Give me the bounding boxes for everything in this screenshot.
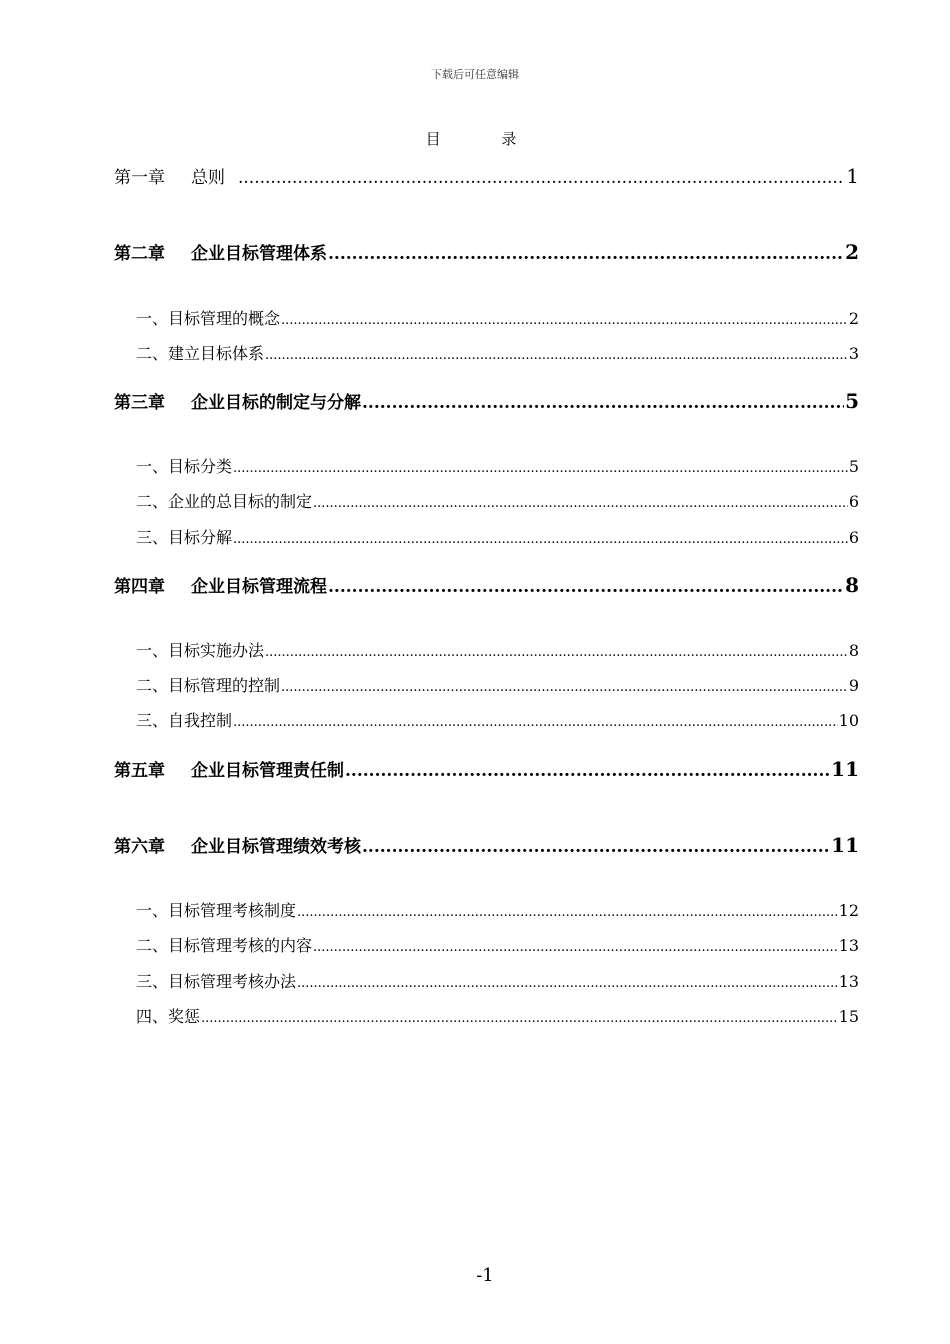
toc-page-number: 6: [848, 492, 859, 511]
toc-page-number: 8: [848, 641, 859, 660]
toc-entry-section[interactable]: [136, 454, 859, 477]
toc-entry-chapter-5[interactable]: [114, 756, 859, 781]
toc-leader-dots: [345, 761, 830, 781]
toc-entry-section[interactable]: [136, 1004, 859, 1027]
toc-entry-section[interactable]: [136, 306, 859, 329]
toc-title: 目 录: [425, 130, 545, 148]
toc-entry-title: 一、目标管理考核制度: [136, 901, 297, 920]
toc-entry-title: 一、目标实施办法: [136, 641, 265, 660]
toc-entry-section[interactable]: [136, 638, 859, 661]
toc-leader-dots: [297, 901, 838, 920]
toc-page-number: 11: [831, 833, 859, 857]
toc-leader-dots: [265, 344, 848, 363]
toc-entry-title: 企业目标管理责任制: [191, 761, 344, 781]
toc-entry-title: 三、目标管理考核办法: [136, 972, 297, 991]
toc-entry-section[interactable]: [136, 898, 859, 921]
toc-entry-title: 三、目标分解: [136, 528, 233, 547]
toc-page-number: 5: [848, 457, 859, 476]
toc-leader-dots: [281, 309, 848, 328]
toc-entry-chapter-3[interactable]: [114, 388, 859, 413]
toc-page-number: 13: [838, 936, 859, 955]
toc-leader-dots: [313, 936, 838, 955]
toc-page-number: 5: [845, 389, 859, 413]
page-header: 下载后可任意编辑: [431, 68, 519, 81]
toc-leader-dots: [297, 972, 838, 991]
toc-entry-chapter-4[interactable]: [114, 572, 859, 597]
toc-leader-dots: [362, 393, 844, 413]
toc-entry-title: 二、目标管理考核的内容: [136, 936, 313, 955]
toc-entry-title: 企业目标管理流程: [191, 577, 327, 597]
toc-entry-section[interactable]: [136, 673, 859, 696]
toc-entry-title: 企业目标管理绩效考核: [191, 837, 361, 857]
toc-entry-title: 一、目标分类: [136, 457, 233, 476]
toc-chapter-label: 第四章: [114, 577, 165, 597]
toc-page-number: 9: [848, 676, 859, 695]
toc-entry-title: 二、目标管理的控制: [136, 676, 281, 695]
toc-page-number: 10: [838, 711, 859, 730]
toc-entry-section[interactable]: [136, 933, 859, 956]
toc-entry-section[interactable]: [136, 341, 859, 364]
toc-entry-title: 二、企业的总目标的制定: [136, 492, 313, 511]
toc-page-number: 2: [848, 309, 859, 328]
toc-entry-title: 企业目标管理体系: [191, 244, 327, 264]
toc-leader-dots: [233, 528, 848, 547]
toc-page-number: 15: [838, 1007, 859, 1026]
toc-page-number: 6: [848, 528, 859, 547]
toc-leader-dots: [238, 168, 845, 188]
toc-leader-dots: [281, 676, 848, 695]
toc-entry-title: 三、自我控制: [136, 711, 233, 730]
page-number: -1: [476, 1265, 494, 1286]
toc-page-number: 13: [838, 972, 859, 991]
toc-leader-dots: [328, 577, 844, 597]
toc-entry-title: 一、目标管理的概念: [136, 309, 281, 328]
toc-leader-dots: [233, 457, 848, 476]
toc-page-number: 3: [848, 344, 859, 363]
toc-chapter-label: 第一章: [114, 168, 165, 188]
toc-entry-chapter-2[interactable]: [114, 239, 859, 264]
toc-entry-chapter-6[interactable]: [114, 832, 859, 857]
toc-page-number: 11: [831, 757, 859, 781]
toc-entry-title: 总则: [191, 168, 225, 188]
toc-leader-dots: [233, 711, 838, 730]
toc-leader-dots: [328, 244, 844, 264]
toc-page-number: 12: [838, 901, 859, 920]
toc-leader-dots: [265, 641, 848, 660]
toc-page-number: 2: [845, 240, 859, 264]
toc-entry-section[interactable]: [136, 525, 859, 548]
toc-page-number: 1: [846, 164, 859, 188]
toc-chapter-label: 第六章: [114, 837, 165, 857]
toc-page-number: 8: [845, 573, 859, 597]
toc-entry-title: 企业目标的制定与分解: [191, 393, 361, 413]
toc-entry-title: 四、奖惩: [136, 1007, 201, 1026]
toc-chapter-label: 第五章: [114, 761, 165, 781]
toc-chapter-label: 第三章: [114, 393, 165, 413]
toc-leader-dots: [362, 837, 830, 857]
toc-entry-chapter-1[interactable]: [114, 163, 859, 188]
toc-leader-dots: [313, 492, 848, 511]
toc-entry-section[interactable]: [136, 969, 859, 992]
toc-entry-section[interactable]: [136, 708, 859, 731]
toc-entry-title: 二、建立目标体系: [136, 344, 265, 363]
toc-leader-dots: [201, 1007, 838, 1026]
toc-chapter-label: 第二章: [114, 244, 165, 264]
toc-entry-section[interactable]: [136, 489, 859, 512]
